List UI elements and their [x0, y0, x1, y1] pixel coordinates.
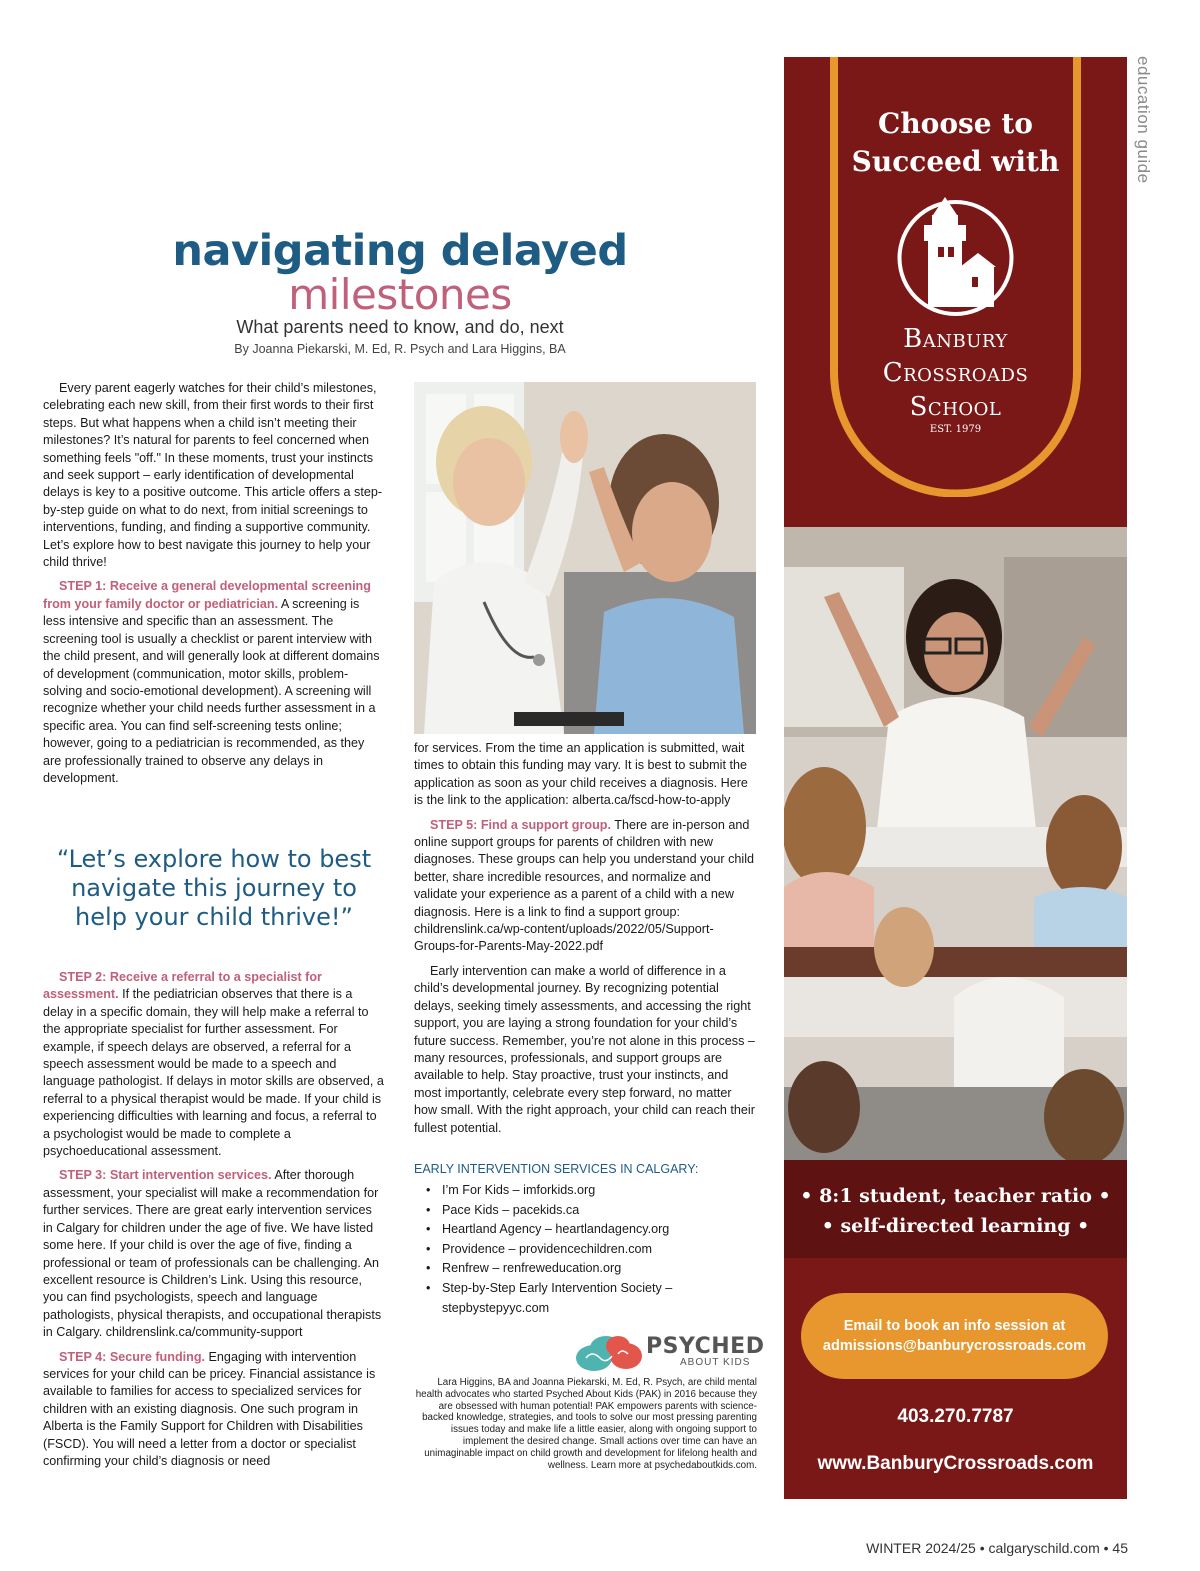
feature-learning: • self-directed learning • — [821, 1215, 1090, 1237]
step3-paragraph — [43, 1167, 385, 1341]
services-list — [414, 1181, 757, 1318]
list-item: • Pace Kids – pacekids.ca — [414, 1201, 757, 1221]
phone-number[interactable]: 403.270.7787 — [897, 1406, 1014, 1427]
step1-body: A screening is less intensive and specific than an assessment. The screening tool is usually a checklist or parent interview with the child present, and will generally look at different domains of development (communication, motor skills, problem-solving and socio-emotional development). A screening will recognize whether your child needs further assessment in a specific area. You can find self-screening tests online; however, going to a pediatrician is recommended, as they are professionally trained to observe any delays in development. — [43, 596, 380, 785]
school-name — [830, 322, 1081, 424]
step3-heading: STEP 3: Start intervention services. — [59, 1168, 272, 1183]
website-link[interactable]: www.BanburyCrossroads.com — [817, 1453, 1094, 1474]
teacher-classroom-illustration — [784, 527, 1127, 1217]
article-photo — [414, 382, 756, 734]
established-year: EST. 1979 — [929, 424, 982, 435]
step5-heading: STEP 5: Find a support group. — [430, 817, 611, 832]
step5-body: There are in-person and online support groups for parents of children with new diagnoses. These groups can help you understand your child better, share incredible resources, and normalize and validate your experience as a parent of a child with a new diagnosis. Here is a link to find a support group: childrenslink.ca/wp-content/uploads/2022/05/Support-Groups-for-Parents-May-2022.pdf — [414, 817, 755, 954]
side-label — [1133, 56, 1153, 206]
left-column-top — [43, 380, 385, 787]
left-column-bottom — [43, 969, 385, 1470]
step4-continued: for services. From the time an application is submitted, wait times to obtain this funding may vary. It is best to submit the application as soon as your child receives a diagnosis. Here is the link to the application: alberta.ca/fscd-how-to-apply — [414, 741, 748, 808]
article-byline: By Joanna Piekarski, M. Ed, R. Psych and Lara Higgins, BA — [234, 342, 566, 356]
list-item: • Renfrew – renfreweducation.org — [414, 1259, 757, 1279]
intro-paragraph: Every parent eagerly watches for their child’s milestones, celebrating each new skill, from their first words to their first steps. But what happens when a child isn’t meeting their milestones? It’s natural for parents to feel concerned when something feels "off." In these moments, trust your instincts and seek support – early identification of developmental delays is key to a positive outcome. This article offers a step-by-step guide on what to do next, from initial screenings to interventions, funding, and finding a supportive community. Let’s explore how to best navigate this journey to help your child thrive! — [43, 381, 383, 570]
services-heading: EARLY INTERVENTION SERVICES IN CALGARY: — [414, 1162, 699, 1176]
list-item: • Heartland Agency – heartlandagency.org — [414, 1220, 757, 1240]
step4-heading: STEP 4: Secure funding. — [59, 1349, 206, 1364]
classroom-photo — [784, 527, 1127, 1217]
step1-heading: STEP 1: Receive a general developmental screening from your family doctor or pediatrician. — [43, 579, 371, 611]
list-item: • I’m For Kids – imforkids.org — [414, 1181, 757, 1201]
email-cta-text: Email to book an info session at — [843, 1318, 1066, 1334]
pull-quote: “Let’s explore how to best navigate this journey to help your child thrive!” — [56, 845, 372, 931]
school-name-line3: School — [909, 392, 1002, 422]
school-name-line1: Banbury — [903, 324, 1008, 354]
logo-wordmark: PSYCHED — [646, 1334, 765, 1359]
logo-tagline: ABOUT KIDS — [680, 1357, 751, 1368]
school-name-line2: Crossroads — [882, 358, 1029, 388]
author-bio: Lara Higgins, BA and Joanna Piekarski, M. Ed, R. Psych, are child mental health advocates who started Psyched About Kids (PAK) in 2016 because they are obsessed with human potential! PAK empowers parents with science-backed knowledge, strategies, and tools to solve our most pressing parenting issues today and make life a little easier, along with ongoing support to implement the desired change. Small actions over time can have an unimaginable impact on child growth and development for lifelong health and wellness. Learn more at psychedaboutkids.com. — [415, 1377, 757, 1471]
feature-ratio: • 8:1 student, teacher ratio • — [800, 1185, 1111, 1207]
step2-paragraph — [43, 969, 385, 1160]
list-item: • Step-by-Step Early Intervention Society – stepbystepyyc.com — [414, 1279, 757, 1318]
ad-headline-line2: Succeed with — [851, 145, 1060, 178]
doctor-high-five-illustration — [414, 382, 756, 734]
features-band — [784, 1160, 1127, 1258]
step4-body: Engaging with intervention services for your child can be pricey. Financial assistance is available to families for access to specialized services for children with an existing diagnosis. One such program in Alberta is the Family Support for Children with Disabilities (FSCD). You will need a letter from a doctor or specialist confirming your child’s diagnosis or need — [43, 1349, 376, 1468]
ad-headline — [784, 105, 1127, 181]
email-address-link[interactable]: admissions@banburycrossroads.com — [822, 1338, 1087, 1354]
article-subtitle: What parents need to know, and do, next — [236, 317, 564, 337]
right-column — [414, 740, 757, 1137]
step1-paragraph — [43, 578, 385, 787]
email-button[interactable] — [801, 1293, 1108, 1379]
conclusion-paragraph: Early intervention can make a world of difference in a child’s developmental journey. By recognizing potential delays, seeking timely assessments, and accessing the right support, you are laying a strong foundation for your child’s future success. Remember, you’re not alone in this process – many resources, professionals, and support groups are available to help. Stay proactive, trust your instincts, and most importantly, celebrate every step forward, no matter how small. With the right approach, your child can reach their fullest potential. — [414, 963, 755, 1135]
step4-paragraph — [43, 1349, 385, 1471]
step5-paragraph — [414, 817, 757, 956]
school-advertisement[interactable] — [784, 57, 1127, 1499]
page-footer: WINTER 2024/25 • calgaryschild.com • 45 — [866, 1540, 1128, 1556]
article-title-line1: navigating delayed — [172, 226, 628, 276]
article-title-line2: milestones — [288, 270, 512, 319]
ad-headline-line1: Choose to — [878, 107, 1033, 140]
side-label-text: education guide — [1134, 56, 1153, 184]
list-item: • Providence – providencechildren.com — [414, 1240, 757, 1260]
step3-body: After thorough assessment, your specialist will make a recommendation for further services. There are great early intervention services in Calgary for children under the age of five. We have listed some here. If your child is over the age of five, finding a professional or team of professionals can be challenging. An excellent resource is Children’s Link. Using this resource, you can find psychologists, speech and language pathologists, physical therapists, and occupational therapists in Calgary. childrenslink.ca/community-support — [43, 1168, 382, 1340]
step2-heading: STEP 2: Receive a referral to a specialist for assessment. — [43, 970, 322, 1002]
step2-body: If the pediatrician observes that there is a delay in a specific domain, they will help make a referral to the appropriate specialist for further assessment. For example, if speech delays are observed, a referral for a speech assessment would be made to a speech and language pathologist. If delays in motor skills are observed, a referral to a physical therapist would be made. If your child is experiencing difficulties with learning and focus, a referral to a psychologist would be made to complete a psychoeducational assessment. — [43, 987, 384, 1159]
